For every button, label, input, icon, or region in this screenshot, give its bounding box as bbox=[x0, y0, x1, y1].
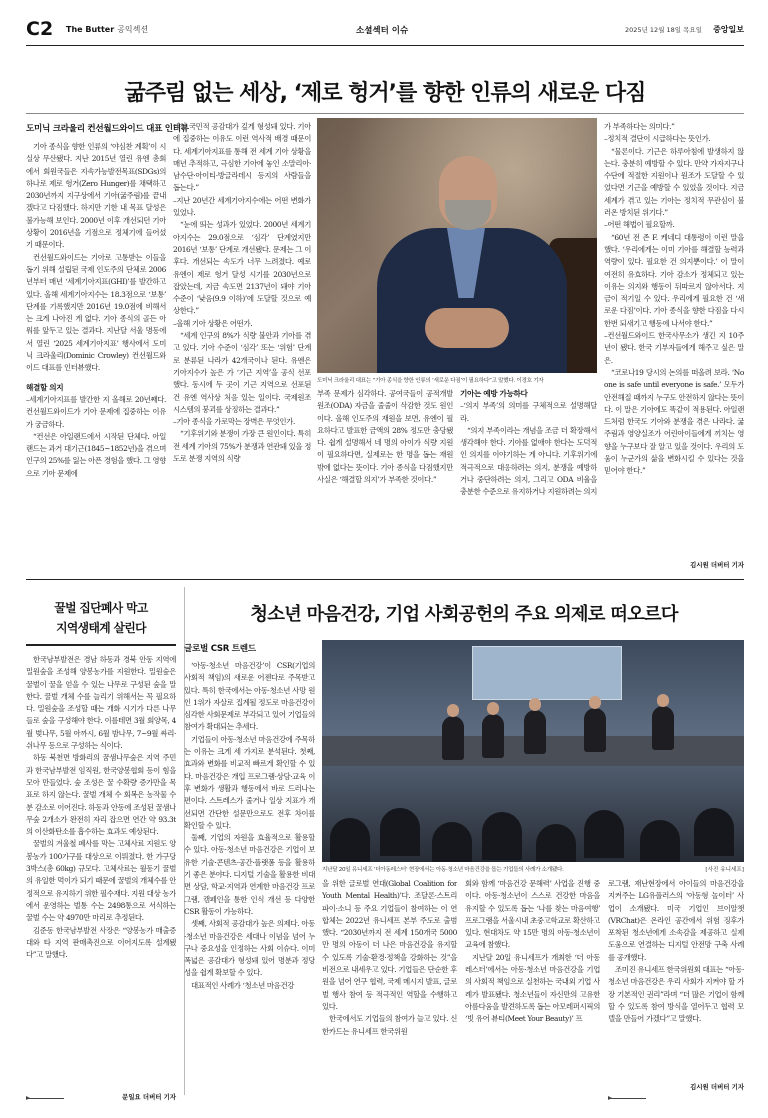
paragraph: 기아 종식을 향한 인류의 ‘야심찬 계획’이 시실상 무산됐다. 지난 2015년 열린 유엔 총회에서 회원국들은 지속가능발전목표(SDGs)의 하나로 제로 헝거(Zero Hunger)를 채택하고 2030년까지 지구상에서 기아(굶주림)를 끝내겠다고 다짐했다. 하지만 기한 내 목표 달성은 불가능해 보인다. 2000년 이후 개선되던 기아 상황이 2016년을 기점으로 정체기에 들어섰기 때문이다. bbox=[26, 142, 166, 250]
story2-column-1 bbox=[184, 660, 315, 1090]
sidebar-rule bbox=[26, 644, 176, 646]
story1-column-3 bbox=[317, 388, 453, 572]
story1-column-4 bbox=[604, 121, 744, 559]
paragraph: 김준동 한국남부발전 사장은 “양봉농가 매출증대와 타 지역 판매촉진으로 이어지도록 설계됐다”고 말했다. bbox=[26, 925, 176, 960]
page-number: C2 bbox=[26, 18, 54, 40]
story1-column-2 bbox=[173, 121, 311, 572]
publication-title: The Butter bbox=[66, 25, 115, 34]
paragraph: 가 부족하다는 의미다.” bbox=[604, 122, 675, 131]
story2-photo-credit: [사진 유니세프] bbox=[705, 867, 744, 873]
story-divider bbox=[26, 579, 744, 580]
interview-question: –올해 기아 상황은 어떤가. bbox=[173, 318, 253, 328]
interview-question: –세계기아지표를 발간한 지 올해로 20년째다. 컨선월드와이드가 기아 문제에 집중하는 이유가 궁금하다. bbox=[26, 394, 166, 429]
publication-name bbox=[66, 24, 148, 35]
publication-section-label: 공익섹션 bbox=[117, 25, 149, 34]
page-header bbox=[26, 8, 744, 46]
paragraph: 지난달 20일 유니세프가 개최한 ‘더 아동레스터’에서는 아동·청소년 마음건강을 기업의 사회적 책임으로 실천하는 국내외 기업 사례가 발표됐다. 청소년들이 자신만의 고유한 아름다움을 발견하도록 돕는 아모레퍼시픽의 ‘빗 유어 뷰티(Meet Your Beauty)’ 프 bbox=[465, 952, 600, 1024]
paragraph: 을 위한 글로벌 연대(Global Coalition for Youth Mental Health)’다. 조달론·스트리파이·소니 등 주요 기업들이 참여하는 이 연합체는 2022년 유니세프 본부 주도로 출범했다. “2030년까지 전 세계 150개국 5000만 명의 아동이 더 나은 마음건강을 유지할 수 있도록 기술·환경·정책을 강화하는 것”을 비전으로 내세우고 있다. 기업들은 단순한 후원을 넘어 연구 협력, 국제 메시지 발표, 글로벌 행사 참여 등 적극적인 역할을 수행하고 있다. bbox=[322, 879, 457, 1011]
headline-divider bbox=[26, 113, 744, 114]
sidebar-headline-line: 지역생태계 살린다 bbox=[56, 621, 146, 635]
paragraph: “컨선은 아일랜드에서 시작된 단체다. 아일랜드는 과거 대기근(1845~1852년)을 겪으며 인구의 25%를 잃는 아픈 경험을 했다. 그 영향으로 기아 문제에 bbox=[26, 431, 166, 478]
paragraph: ‘아동·청소년 마음건강’이 CSR(기업의 사회적 책임)의 새로운 어젠다로 주목받고 있다. 특히 한국에서는 아동·청소년 사망 원인 1위가 자살로 집계될 정도로 마음건강이 심각한 사회문제로 부각되고 있어 기업들의 참여가 확대되는 추세다. bbox=[184, 661, 315, 732]
interview-question: –컨선월드와이드 한국사무소가 생긴 지 10주년이 됐다. 한국 기부자들에게 해주고 싶은 말은. bbox=[604, 331, 744, 365]
story2-column-3 bbox=[465, 878, 600, 1090]
paragraph: 부족 문제가 심각하다. 공여국들이 공적개발원조(ODA) 자금을 줄줄이 삭감한 것도 원인이다. 올해 인도주의 재원을 보면, 유엔이 필요하다고 발표한 금액의 28% 정도만 충당됐다. 쉽게 설명해서 네 명의 아이가 식량 지원이 필요하다면, 실제로는 한 명을 돕는 재원밖에 없다는 뜻이다. 기아 종식을 다짐했지만 사실은 ‘해결할 의지’가 부족한 것이다.” bbox=[317, 389, 453, 485]
story2-byline: 김시원 더버터 기자 bbox=[690, 1083, 744, 1091]
interview-question: –지난 20년간 세계기아지수에는 어떤 변화가 있었나. bbox=[173, 195, 311, 218]
paragraph: “물론이다. 기근은 하루아침에 발생하지 않는다. 충분히 예방할 수 있다. 만약 가자지구나 수단에 적절한 지원이나 원조가 도달할 수 있었다면 기근을 예방할 수 있었을 것이다. 지금 세계가 겪고 있는 기아는 정치적 무관심이 불러온 방치된 위기다.” bbox=[604, 146, 744, 218]
paragraph: 조미진 유니세프 한국위원회 대표는 “아동·청소년 마음건강은 우리 사회가 지켜야 할 가장 기본적인 권리”라며 “더 많은 기업이 함께할 수 있도록 참여 방식을 열어두고 협력 모델을 만들어 가겠다”고 말했다. bbox=[608, 965, 744, 1024]
paragraph: 둘째, 기업의 자원을 효율적으로 활용할 수 있다. 아동·청소년 마음건강은 기업이 보유한 기술·콘텐츠·공간·플랫폼 등을 활용하기 좋은 분야다. 디지털 기술을 활용한 비대면 상담, 학교·지역과 연계한 마음건강 프로그램, 캠페인을 통한 인식 개선 등 다양한 CSR 활동이 가능하다. bbox=[184, 833, 315, 916]
paragraph: “세계 인구의 8%가 식량 불안과 기아를 겪고 있다. 기아 수준이 ‘심각’ 또는 ‘위험’ 단계로 분류된 나라가 42개국이나 된다. 유엔은 기아지수가 높은 가 ‘기근 지역’을 공식 선포했다. 동시에 두 곳이 기근 지역으로 선포된 건 유엔 역사상 처음 있는 일이다. 국제원조 시스템의 붕괴를 상징하는 결과다.” bbox=[173, 331, 311, 414]
paragraph: “코로나19 당시의 논의를 떠올려 보라. ‘No one is safe until everyone is safe.’ 모두가 안전해질 때까지 누구도 안전하지 않다는 뜻이다. 이 말은 기아에도 똑같이 적용된다. 아일랜드처럼 한국도 기아와 분쟁을 겪은 나라다. 굶주림과 영양실조가 어린아이들에게 끼치는 영향을 누구보다 잘 알고 있을 것이다. 우리의 도움이 누군가의 삶을 변화시킬 수 있다는 것을 믿어야 한다.” bbox=[604, 367, 744, 476]
story2-kicker: 글로벌 CSR 트렌드 bbox=[184, 644, 256, 654]
paragraph: “의지 부족이라는 개념을 조금 더 확장해서 생각해야 한다. 기아를 없애야 한다는 도덕적인 의지를 이야기하는 게 아니다. 기후위기에 적극적으로 대응하려는 의지, 분쟁을 예방하거나 중단하려는 의지, 그리고 ODA 비율을 충분한 수준으로 유지하거나 지원하려는 의지 bbox=[460, 425, 597, 497]
sidebar-headline bbox=[26, 598, 176, 638]
paragraph: 꿀벌의 겨울철 폐사를 막는 고체사료 지원도 양봉농가 100가구를 대상으로 이뤄졌다. 한 가구당 3박스(총 60kg) 규모다. 고체사료는 월동기 꿀벌의 유일한 먹이가 되기 때문에 꿀벌의 개체수를 안정적으로 유지하기 위한 필수재다. 지원 대상 농가에서 운영하는 벌통 수는 2498통으로 서식하는 꿀벌 수는 약 4970만 마리로 추정된다. bbox=[26, 839, 176, 923]
story2-headline: 청소년 마음건강, 기업 사회공헌의 주요 의제로 떠오르다 bbox=[250, 604, 678, 625]
paragraph: 컨선월드와이드는 기아로 고통받는 이들을 돕기 위해 설립된 국제 인도주의 단체로 2006년부터 매년 ‘세계기아지표(GHI)’를 발간하고 있다. 올해 세계기아지수는 18.3점으로 ‘보통’ 단계를 기록했지만 2016년 19.0점에 비해서는 크게 나아진 게 없다. 기아 종식의 골든 아워를 앞두고 있는 결과다. 지난달 서울 명동에서 열린 ‘2025 세계기아지표’ 행사에서 도미닉 크라울리(Dominic Crowley) 컨선월드와이드 대표를 인터뷰했다. bbox=[26, 252, 166, 373]
paragraph: “60년 전 존 F. 케네디 대통령이 이런 말을 했다. ‘우리에게는 이미 기아를 해결할 능력과 역량이 있다. 필요한 건 의지뿐이다.’ 이 말이 여전히 유효하다. 기아 감소가 정체되고 있는 이유는 의지와 행동이 뒤따르지 않아서다. 지금이 적기일 수 있다. 우리에게 필요한 건 ‘새로운 다짐’이다. 기아 종식을 향한 다짐을 다시 한번 되새기고 행동에 나서야 한다.” bbox=[604, 232, 744, 328]
paragraph: 하동 북천면 방화리의 꿈샘나무숲은 지역 주민과 한국남부발전 임직원, 한국양봉협회 등이 힘을 모아 만들었다. 숲 조성은 꿀 수확량 증가만을 목표로 하지 않는다. 꿀벌 개체 수 회복은 농작물 수분 감소로 이어진다. 하동과 안동에 조성된 꿀샘나무숲 2개소가 완전히 자리 잡으면 연간 약 93.3t의 이산화탄소를 흡수하는 효과도 예상된다. bbox=[26, 753, 176, 837]
event-screen bbox=[472, 646, 622, 700]
story1-photo-caption: 도미닉 크라울리 대표는 “기아 종식을 향한 인류의 ‘새로운 다짐’이 필요하다”고 말했다. 이경호 기자 bbox=[317, 378, 544, 384]
section-name: 소셜섹터 이슈 bbox=[356, 26, 409, 36]
story1-column-1 bbox=[26, 141, 166, 572]
sidebar-byline: 문일요 더버터 기자 bbox=[122, 1093, 176, 1101]
sidebar-headline-line: 꿀벌 집단폐사 막고 bbox=[54, 601, 148, 615]
paragraph: 한국남부발전은 경남 하동과 경북 안동 지역에 밀원숲을 조성해 양봉농가를 지원한다. 밀원숲은 꿀벌이 꿀을 얻을 수 있는 나무로 구성된 숲을 말한다. 꿀벌 개체 수를 늘리기 위해서는 꼭 필요하다. 밀원숲을 조성할 때는 개화 시기가 다른 나무들로 숲을 구성해야 한다. 이를테면 3월 회양목, 4월 벚나무, 5월 아까시, 6월 밤나무, 7~9월 싸리·쉬나무 등으로 구성하는 식이다. bbox=[26, 655, 176, 751]
subheading: 해결할 의지 bbox=[26, 382, 64, 392]
story2-photo-caption: 지난달 20일 유니세프 ‘더아동레스터’ 현장에서는 아동·청소년 마음건강을 돕는 기업들의 사례가 소개됐다. bbox=[322, 867, 564, 873]
paragraph: 셋째, 사회적 공감대가 높은 의제다. 아동·청소년 마음건강은 세대나 이념을 넘어 누구나 중요성을 인정하는 사회 이슈다. 이미 폭넓은 공감대가 형성돼 있어 명분과 정당성을 쉽게 확보할 수 있다. bbox=[184, 919, 315, 978]
event-photo bbox=[322, 640, 744, 862]
interview-question: –정치적 결단이 시급하다는 뜻인가. bbox=[604, 134, 711, 144]
story1-column-3b bbox=[460, 388, 597, 572]
interview-question: –기아 종식을 가로막는 장벽은 무엇인가. bbox=[173, 417, 295, 427]
paragraph: 대표적인 사례가 ‘청소년 마음건강 bbox=[191, 980, 295, 990]
paragraph: “눈에 띄는 성과가 있었다. 2000년 세계기아지수는 29.0점으로 ‘심각’ 단계였지만 2016년 ‘보통’ 단계로 개선됐다. 문제는 그 이후다. 개선되는 속도가 너무 느려졌다. 예로 유엔이 제로 헝거 달성 시기를 2030년으로 잡았는데, 지금 속도면 2137년이 돼야 기아 수준이 ‘낮음(9.9 이하)’에 도달할 것으로 예상한다.” bbox=[173, 220, 311, 316]
end-mark bbox=[608, 1098, 646, 1104]
sidebar-body bbox=[26, 654, 176, 1089]
story2-column-4 bbox=[608, 878, 744, 1080]
paragraph: 한국에서도 기업들의 참여가 늘고 있다. 신한카드는 유니세프 한국위원 bbox=[322, 1014, 457, 1036]
subheading: 기아는 예방 가능하다 bbox=[460, 389, 528, 398]
newspaper-logo: 중앙일보 bbox=[713, 25, 744, 34]
story2-column-2 bbox=[322, 878, 457, 1090]
story1-headline: 굶주림 없는 세상, ‘제로 헝거’를 향한 인류의 새로운 다짐 bbox=[124, 81, 646, 106]
paragraph: 회와 함께 ‘마음건강 문해력’ 사업을 진행 중이다. 아동·청소년이 스스로 건강한 마음을 유지할 수 있도록 돕는 ‘나를 찾는 마음여행’ 프로그램을 서울시내 초중고학교로 확산하고 있다. 현대차도 약 15만 명의 아동·청소년이 교육에 참했다. bbox=[465, 879, 600, 950]
issue-date: 2025년 12월 18일 목요일 bbox=[625, 26, 702, 34]
paragraph: 대한 국민적 공감대가 깊게 형성돼 있다. 기아에 집중하는 이유도 이런 역사적 배경 때문이다. 세계기아지표를 통해 전 세계 기아 상황을 매년 추적하고, 극심한 기아에 놓인 소말리아·남수단·아이티·방글라데시 등지의 사람들을 돕는다.” bbox=[173, 122, 311, 193]
interviewee-photo bbox=[317, 118, 597, 373]
interview-question: –어떤 해법이 필요할까. bbox=[604, 220, 675, 230]
interview-question: –‘의지 부족’의 의미를 구체적으로 설명해달라. bbox=[460, 401, 597, 423]
paragraph: “기후위기와 분쟁이 가장 큰 원인이다. 특히 전 세계 기아의 75%가 분쟁과 연관돼 있을 정도로 분쟁 지역의 식량 bbox=[173, 429, 311, 464]
story1-byline: 김시원 더버터 기자 bbox=[690, 561, 744, 569]
paragraph: 로그램, 재난현장에서 아이들의 마음건강을 지켜주는 LG유플러스의 ‘아동형 놀이터’ 사업이 소개됐다. 미국 기업인 브이알챗(VRChat)은 온라인 공간에서 위험 징후가 포착된 청소년에게 소속감을 제공하고 실제 도움으로 연결하는 디지털 안전망 구축 사례를 공개했다. bbox=[608, 879, 744, 962]
story1-kicker: 도미닉 크라울리 컨선월드와이드 대표 인터뷰 bbox=[26, 124, 189, 134]
paragraph: 기업들이 아동·청소년 마음건강에 주목하는 이유는 크게 세 가지로 분석된다. 첫째, 효과와 변화를 비교적 빠르게 확인할 수 있다. 마음건강은 개입 프로그램·상담·교육 이후 변화가 생활과 행동에서 바로 드러나는 편이다. 스트레스가 줄거나 일상 지표가 개선되면 간단한 설문만으로도 전후 차이를 확인할 수 있다. bbox=[184, 734, 315, 830]
